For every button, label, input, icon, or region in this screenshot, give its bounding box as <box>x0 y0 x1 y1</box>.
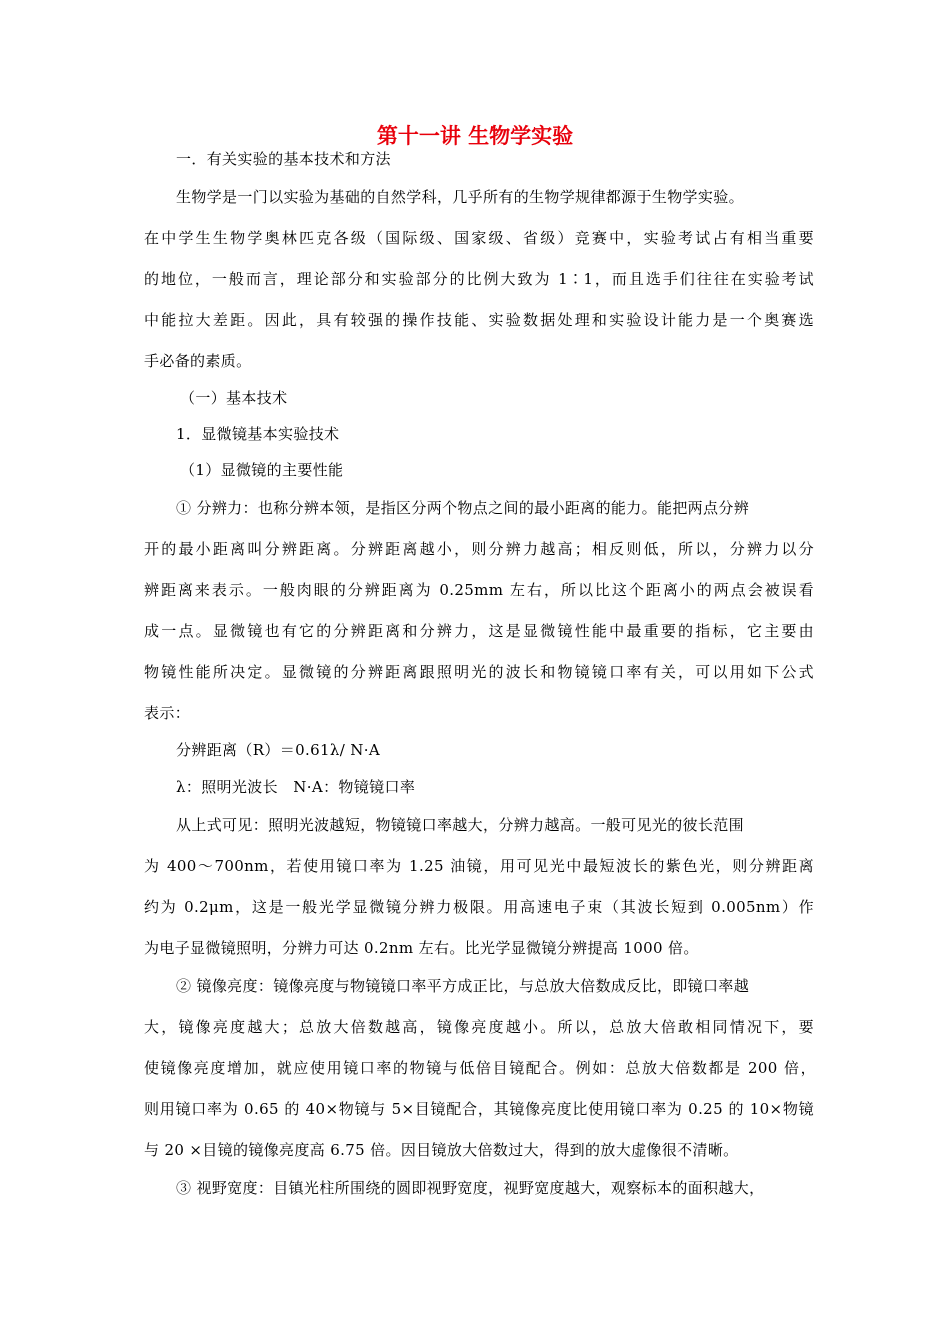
paragraph-line: 成一点。显微镜也有它的分辨距离和分辨力，这是显微镜性能中最重要的指标，它主要由 <box>144 622 814 640</box>
formula-legend: λ：照明光波长 N·A：物镜镜口率 <box>176 778 416 796</box>
subsection-heading: （一）基本技术 <box>180 389 288 407</box>
paragraph-line: 表示： <box>144 704 191 722</box>
paragraph-line: ② 镜像亮度：镜像亮度与物镜镜口率平方成正比，与总放大倍数成反比，即镜口率越 <box>176 977 750 995</box>
document-title: 第十一讲 生物学实验 <box>376 123 574 148</box>
paragraph-line: 则用镜口率为 0.65 的 40×物镜与 5×目镜配合，其镜像亮度比使用镜口率为 0.25 的 10×物镜 <box>144 1100 814 1118</box>
paragraph-line: ③ 视野宽度：目镇光柱所围绕的圆即视野宽度，视野宽度越大，观察标本的面积越大， <box>176 1179 765 1197</box>
paragraph-line: 在中学生生物学奥林匹克各级（国际级、国家级、省级）竞赛中，实验考试占有相当重要 <box>144 229 814 247</box>
paragraph-line: 中能拉大差距。因此，具有较强的操作技能、实验数据处理和实验设计能力是一个奥赛选 <box>144 311 814 329</box>
paragraph-line: 辨距离来表示。一般肉眼的分辨距离为 0.25mm 左右，所以比这个距离小的两点会被误看 <box>144 581 814 599</box>
paragraph-line: 使镜像亮度增加，就应使用镜口率的物镜与低倍目镜配合。例如：总放大倍数都是 200 倍， <box>144 1059 816 1077</box>
subsection-heading: （1）显微镜的主要性能 <box>180 461 344 479</box>
section-heading: 一．有关实验的基本技术和方法 <box>176 150 391 168</box>
subsection-heading: 1．显微镜基本实验技术 <box>176 425 340 443</box>
paragraph-line: 手必备的素质。 <box>144 352 252 370</box>
paragraph-line: 为 400～700nm，若使用镜口率为 1.25 油镜，用可见光中最短波长的紫色光，则分辨距离 <box>144 857 814 875</box>
paragraph-line: 开的最小距离叫分辨距离。分辨距离越小，则分辨力越高；相反则低，所以，分辨力以分 <box>144 540 814 558</box>
paragraph-line: 为电子显微镜照明，分辨力可达 0.2nm 左右。比光学显微镜分辨提高 1000 倍。 <box>144 939 699 957</box>
paragraph-line: 生物学是一门以实验为基础的自然学科，几乎所有的生物学规律都源于生物学实验。 <box>176 188 744 206</box>
formula-line: 分辨距离（R）＝0.61λ/ N·A <box>176 741 381 759</box>
paragraph-line: 从上式可见：照明光波越短，物镜镜口率越大，分辨力越高。一般可见光的彼长范围 <box>176 816 744 834</box>
paragraph-line: 物镜性能所决定。显微镜的分辨距离跟照明光的波长和物镜镜口率有关，可以用如下公式 <box>144 663 814 681</box>
paragraph-line: 大，镜像亮度越大；总放大倍数越高，镜像亮度越小。所以，总放大倍敢相同情况下，要 <box>144 1018 814 1036</box>
paragraph-line: ① 分辨力：也称分辨本领，是指区分两个物点之间的最小距离的能力。能把两点分辨 <box>176 499 750 517</box>
paragraph-line: 与 20 ×目镜的镜像亮度高 6.75 倍。因目镜放大倍数过大，得到的放大虚像很不清晰。 <box>144 1141 739 1159</box>
paragraph-line: 约为 0.2μm，这是一般光学显微镜分辨力极限。用高速电子束（其波长短到 0.005nm）作 <box>144 898 814 916</box>
paragraph-line: 的地位，一般而言，理论部分和实验部分的比例大致为 1∶1，而且选手们往往在实验考试 <box>144 270 814 288</box>
